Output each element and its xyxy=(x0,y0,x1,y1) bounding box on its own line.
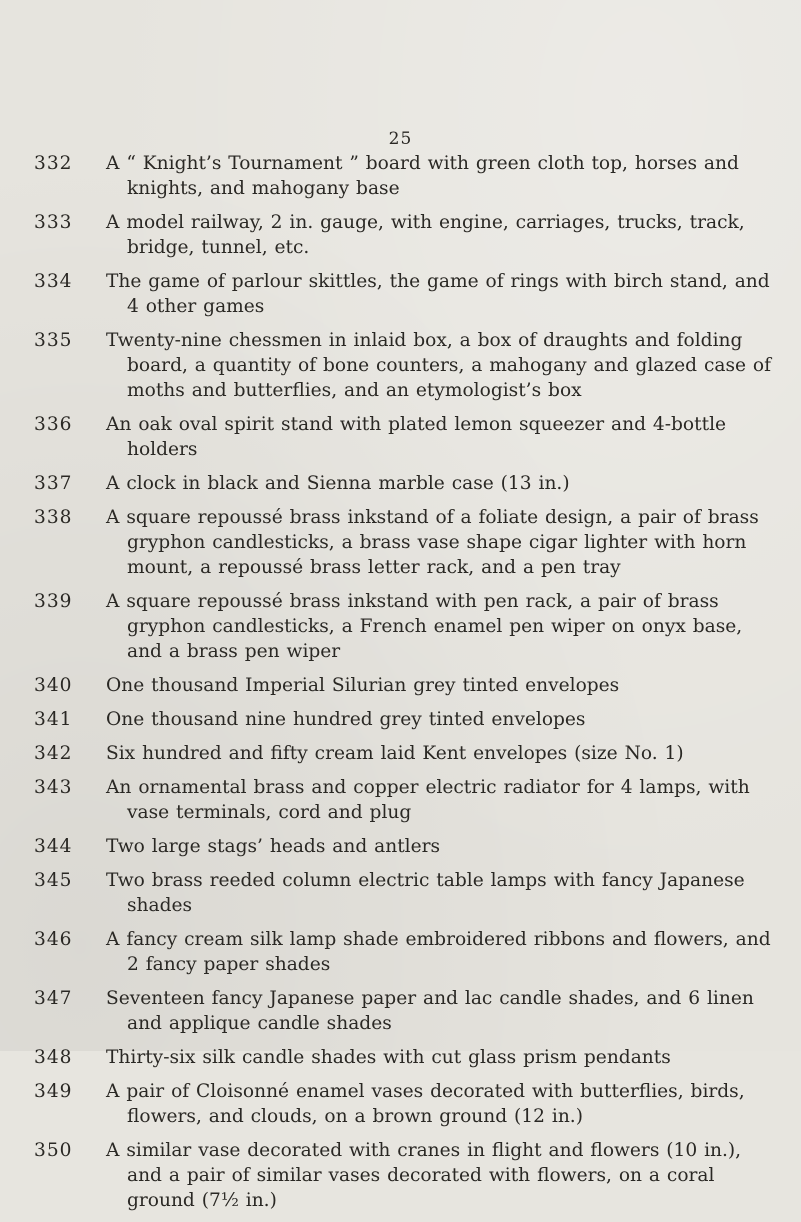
lot-description: A pair of Cloisonné enamel vases decorated with butterflies, birds, flowers, and clouds, on a brown ground (12 in.) xyxy=(106,1081,745,1127)
lot-number: 346 xyxy=(34,929,73,950)
lot-number: 345 xyxy=(34,870,73,891)
lot-number: 339 xyxy=(34,591,73,612)
lot-number: 341 xyxy=(34,709,73,730)
lot-description: One thousand Imperial Silurian grey tinted envelopes xyxy=(106,675,620,696)
lot-description: A “ Knight’s Tournament ” board with green cloth top, horses and knights, and mahogany base xyxy=(106,153,739,199)
lot-entry xyxy=(0,412,801,462)
lot-description: A square repoussé brass inkstand of a foliate design, a pair of brass gryphon candlesticks, a brass vase shape cigar lighter with horn mount, a repoussé brass letter rack, and a pen tray xyxy=(106,507,759,578)
lot-entry xyxy=(0,834,801,859)
lot-description: Twenty-nine chessmen in inlaid box, a box of draughts and folding board, a quantity of bone counters, a mahogany and glazed case of moths and butterflies, and an etymologist’s box xyxy=(106,330,772,401)
lot-entry xyxy=(0,868,801,918)
lot-number: 344 xyxy=(34,836,73,857)
lot-entry xyxy=(0,775,801,825)
lot-number: 347 xyxy=(34,988,73,1009)
lot-number: 340 xyxy=(34,675,73,696)
lot-entry xyxy=(0,707,801,732)
lot-number: 349 xyxy=(34,1081,73,1102)
page-number: 25 xyxy=(388,129,413,149)
lot-description: One thousand nine hundred grey tinted envelopes xyxy=(106,709,586,730)
lot-description: A model railway, 2 in. gauge, with engine, carriages, trucks, track, bridge, tunnel, etc. xyxy=(106,212,745,258)
lot-entry xyxy=(0,741,801,766)
lot-description: A clock in black and Sienna marble case (13 in.) xyxy=(106,473,570,494)
lot-number: 333 xyxy=(34,212,73,233)
lot-entry xyxy=(0,1079,801,1129)
lot-entry xyxy=(0,1138,801,1213)
lot-description: The game of parlour skittles, the game of rings with birch stand, and 4 other games xyxy=(106,271,770,317)
lot-entry xyxy=(0,1045,801,1070)
lot-entry xyxy=(0,673,801,698)
lot-description: A similar vase decorated with cranes in flight and flowers (10 in.), and a pair of similar vases decorated with flowers, on a coral ground (7½ in.) xyxy=(106,1140,742,1211)
lot-description: Thirty-six silk candle shades with cut glass prism pendants xyxy=(106,1047,671,1068)
lot-description: Two brass reeded column electric table lamps with fancy Japanese shades xyxy=(106,870,745,916)
lot-entry xyxy=(0,505,801,580)
lot-number: 342 xyxy=(34,743,73,764)
lot-entry xyxy=(0,471,801,496)
lot-entry xyxy=(0,328,801,403)
lot-number: 337 xyxy=(34,473,73,494)
lot-number: 348 xyxy=(34,1047,73,1068)
lot-description: A square repoussé brass inkstand with pen rack, a pair of brass gryphon candlesticks, a French enamel pen wiper on onyx base, and a brass pen wiper xyxy=(106,591,743,662)
lot-entry xyxy=(0,589,801,664)
lot-entry xyxy=(0,269,801,319)
lot-number: 338 xyxy=(34,507,73,528)
lot-number: 332 xyxy=(34,153,73,174)
lot-description: An oak oval spirit stand with plated lemon squeezer and 4-bottle holders xyxy=(106,414,727,460)
lot-number: 343 xyxy=(34,777,73,798)
lot-description: An ornamental brass and copper electric radiator for 4 lamps, with vase terminals, cord and plug xyxy=(106,777,750,823)
lot-description: Two large stags’ heads and antlers xyxy=(106,836,441,857)
lot-entry xyxy=(0,986,801,1036)
lot-number: 336 xyxy=(34,414,73,435)
lot-entry xyxy=(0,210,801,260)
lot-entry xyxy=(0,927,801,977)
lot-description: A fancy cream silk lamp shade embroidered ribbons and flowers, and 2 fancy paper shades xyxy=(106,929,771,975)
lot-description: Six hundred and fifty cream laid Kent envelopes (size No. 1) xyxy=(106,743,684,764)
lot-list xyxy=(0,151,801,1222)
lot-description: Seventeen fancy Japanese paper and lac candle shades, and 6 linen and applique candle shades xyxy=(106,988,754,1034)
lot-number: 334 xyxy=(34,271,73,292)
lot-number: 350 xyxy=(34,1140,73,1161)
lot-number: 335 xyxy=(34,330,73,351)
lot-entry xyxy=(0,151,801,201)
